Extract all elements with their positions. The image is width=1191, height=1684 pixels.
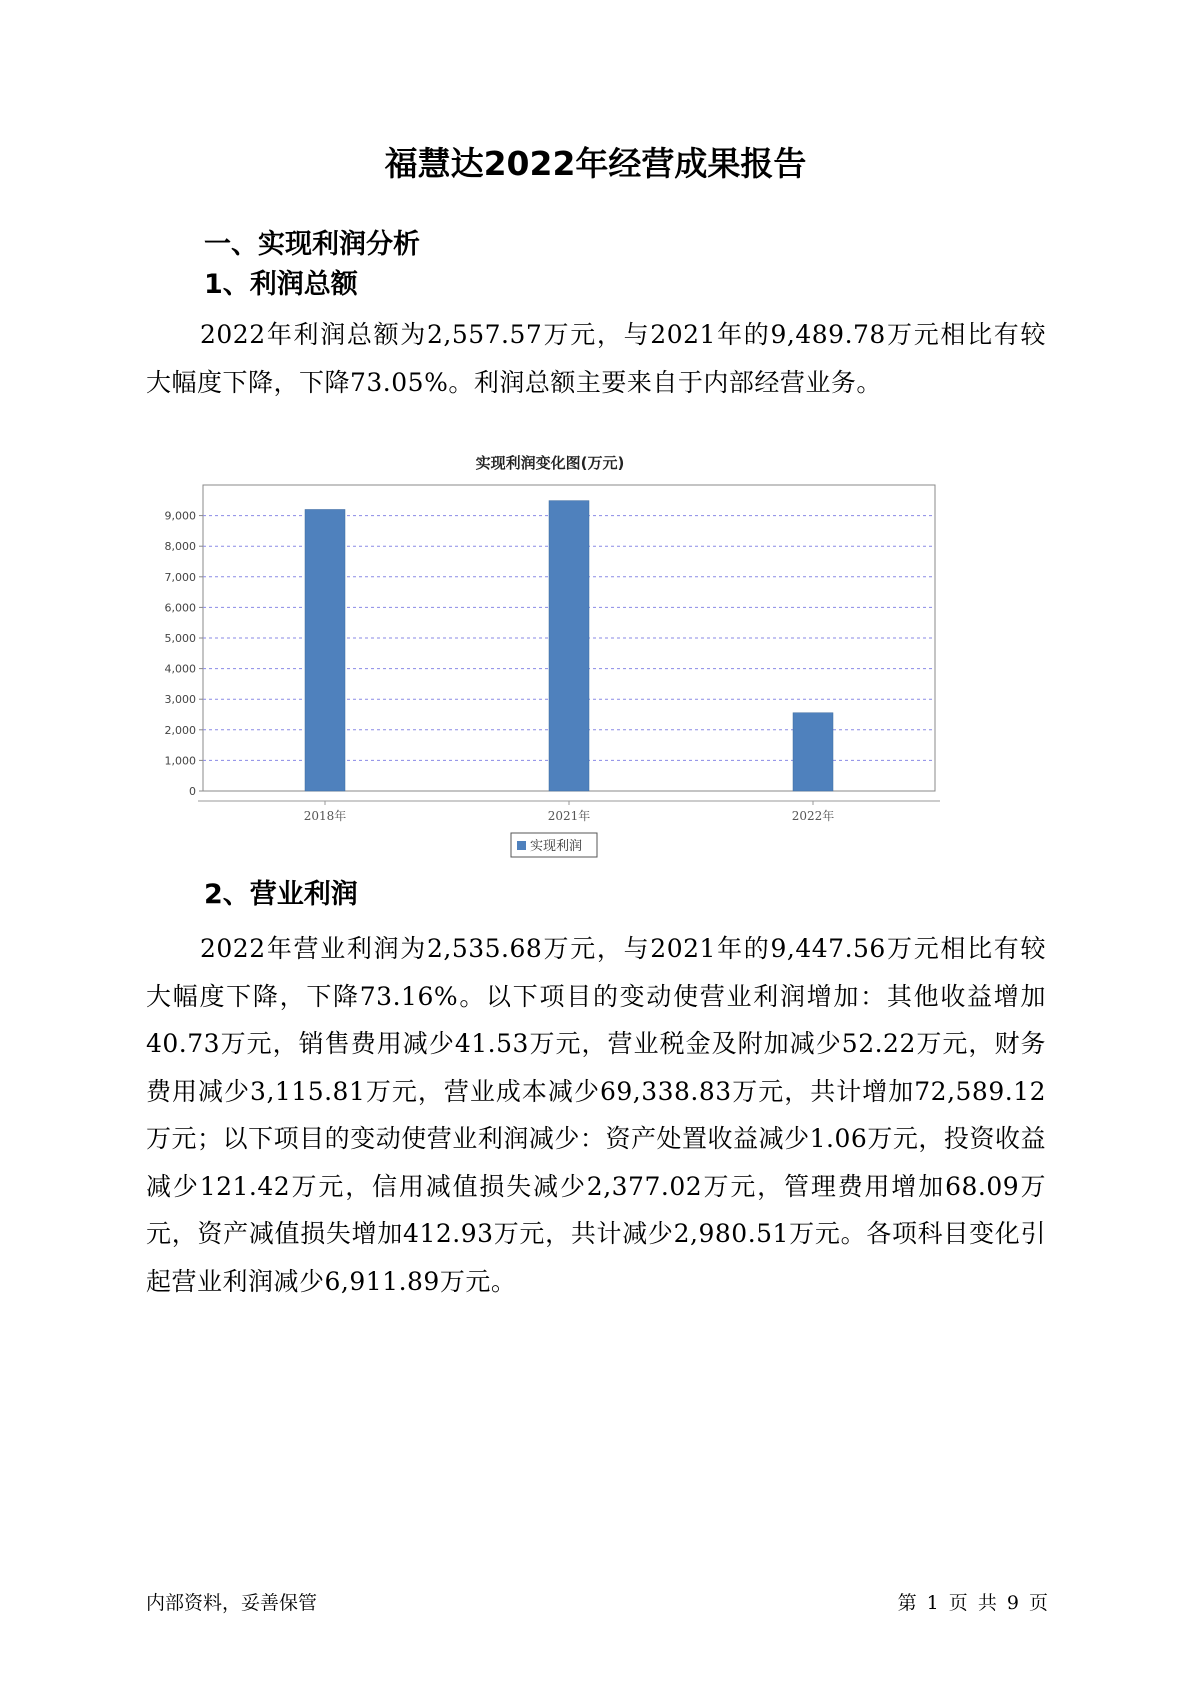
report-title: 福慧达2022年经营成果报告 — [384, 144, 807, 183]
legend-label: 实现利润 — [530, 839, 583, 854]
y-tick-label: 9,000 — [164, 509, 196, 523]
y-tick-label: 1,000 — [164, 754, 196, 768]
x-tick-label: 2022年 — [791, 809, 835, 823]
y-tick-label: 6,000 — [164, 601, 196, 615]
y-tick-label: 4,000 — [164, 662, 196, 676]
paragraph-operating-profit: 2022年营业利润为2,535.68万元，与2021年的9,447.56万元相比有较大幅度下降，下降73.16%。以下项目的变动使营业利润增加：其他收益增加40.73万元，销售费用减少41.53万元，营业税金及附加减少52.22万元，财务费用减少3,115.81万元，营业成本减少69,338.83万元，共计增加72,589.12万元；以下项目的变动使营业利润减少：资产处置收益减少1.06万元，投资收益减少121.42万元，信用减值损失减少2,377.02万元，管理费用增加68.09万元，资产减值损失增加412.93万元，共计减少2,980.51万元。各项科目变化引起营业利润减少6,911.89万元。 — [146, 934, 1046, 1296]
y-tick-label: 8,000 — [164, 540, 196, 554]
subsection-heading-total-profit: 1、利润总额 — [204, 269, 358, 300]
bar — [549, 501, 589, 791]
y-tick-label: 7,000 — [164, 570, 196, 584]
profit-bar-chart — [150, 450, 1030, 920]
footer-confidential-note: 内部资料，妥善保管 — [146, 1592, 318, 1614]
paragraph-total-profit: 2022年利润总额为2,557.57万元，与2021年的9,489.78万元相比有较大幅度下降，下降73.05%。利润总额主要来自于内部经营业务。 — [146, 320, 1046, 397]
subsection-heading-operating-profit: 2、营业利润 — [204, 879, 358, 910]
legend-swatch — [517, 841, 526, 850]
bar — [793, 713, 833, 791]
y-tick-label: 5,000 — [164, 632, 196, 645]
y-tick-label: 0 — [189, 785, 196, 798]
bar — [305, 509, 345, 791]
y-tick-label: 2,000 — [164, 723, 196, 737]
x-tick-label: 2021年 — [547, 809, 591, 823]
section-heading-profit-analysis: 一、实现利润分析 — [204, 229, 420, 260]
footer-page-number: 第 1 页 共 9 页 — [897, 1592, 1048, 1614]
chart-title: 实现利润变化图(万元) — [475, 454, 625, 472]
y-tick-label: 3,000 — [164, 693, 196, 707]
x-tick-label: 2018年 — [303, 809, 347, 823]
